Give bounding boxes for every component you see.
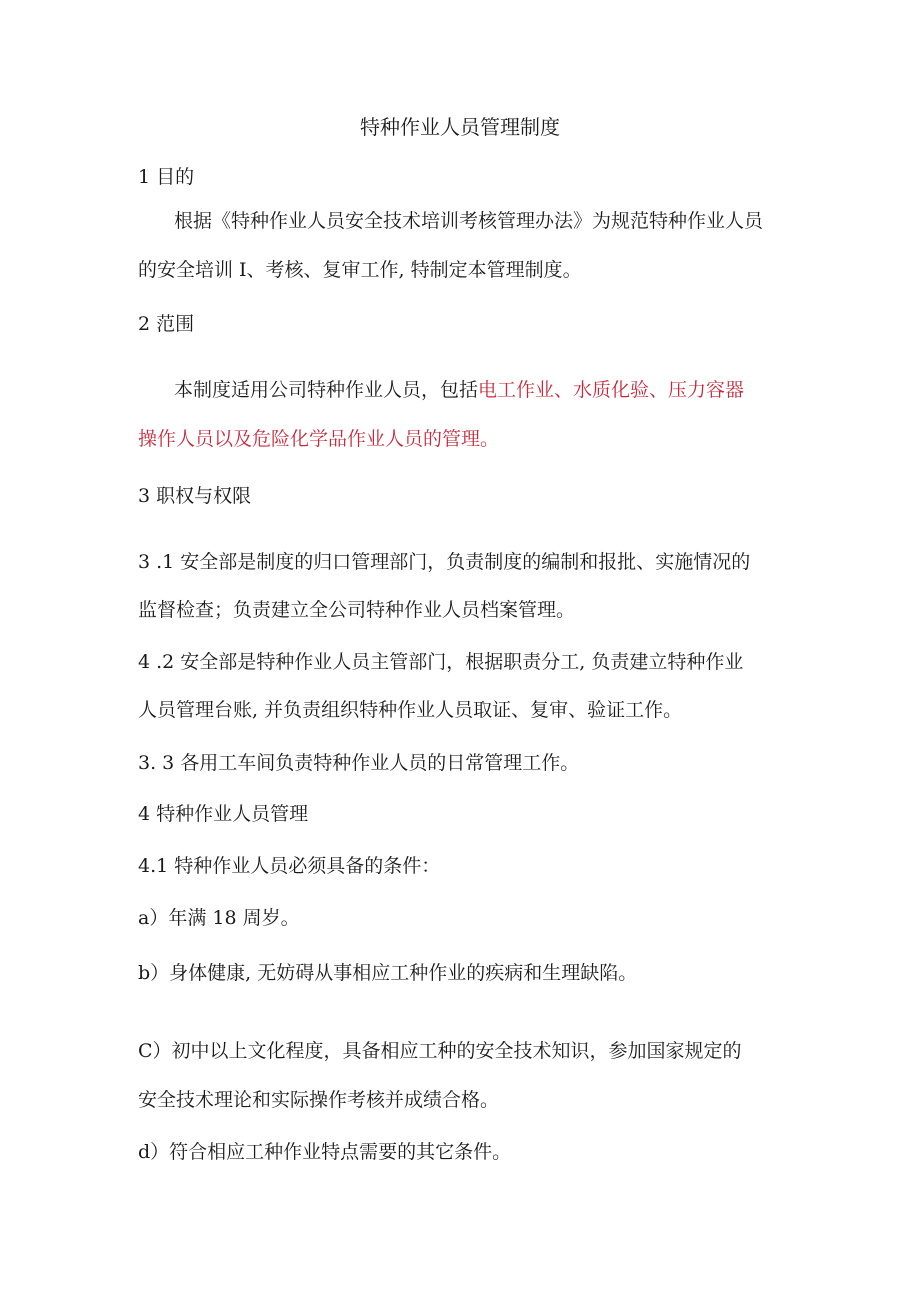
list-item-c-line-2: 安全技术理论和实际操作考核并成绩合格。 [138, 1089, 500, 1111]
section-3-3: 3. 3 各用工车间负责特种作业人员的日常管理工作。 [138, 752, 580, 774]
section-2-highlight: 电工作业、水质化验、压力容器 [478, 379, 745, 401]
section-2-paragraph-line-1 [174, 378, 744, 402]
section-3-2-line-2: 人员管理台账, 并负责组织特种作业人员取证、复审、验证工作。 [138, 699, 683, 721]
document-title: 特种作业人员管理制度 [360, 115, 560, 139]
section-4-1: 4.1 特种作业人员必须具备的条件： [138, 855, 441, 877]
section-2-text: 本制度适用公司特种作业人员，包括 [174, 379, 479, 401]
list-item-a: a）年满 18 周岁。 [138, 907, 300, 929]
section-3-1-line-1: 3 .1 安全部是制度的归口管理部门，负责制度的编制和报批、实施情况的 [138, 551, 751, 573]
list-item-d: d）符合相应工种作业特点需要的其它条件。 [138, 1141, 512, 1163]
section-3-2-line-1: 4 .2 安全部是特种作业人员主管部门，根据职责分工, 负责建立特种作业 [138, 651, 744, 673]
section-1-heading: 1 目的 [138, 166, 195, 188]
section-4-heading: 4 特种作业人员管理 [138, 803, 309, 825]
list-item-b: b）身体健康, 无妨碍从事相应工种作业的疾病和生理缺陷。 [138, 962, 638, 984]
section-2-paragraph-line-2: 操作人员以及危险化学品作业人员的管理。 [138, 428, 500, 450]
list-item-c-line-1: C）初中以上文化程度，具备相应工种的安全技术知识，参加国家规定的 [138, 1040, 742, 1062]
section-3-heading: 3 职权与权限 [138, 485, 252, 507]
section-1-paragraph-line-2: 的安全培训 I、考核、复审工作, 特制定本管理制度。 [138, 259, 582, 281]
section-2-heading: 2 范围 [138, 313, 195, 335]
section-3-1-line-2: 监督检查；负责建立全公司特种作业人员档案管理。 [138, 599, 576, 621]
section-1-paragraph-line-1: 根据《特种作业人员安全技术培训考核管理办法》为规范特种作业人员 [174, 210, 764, 232]
